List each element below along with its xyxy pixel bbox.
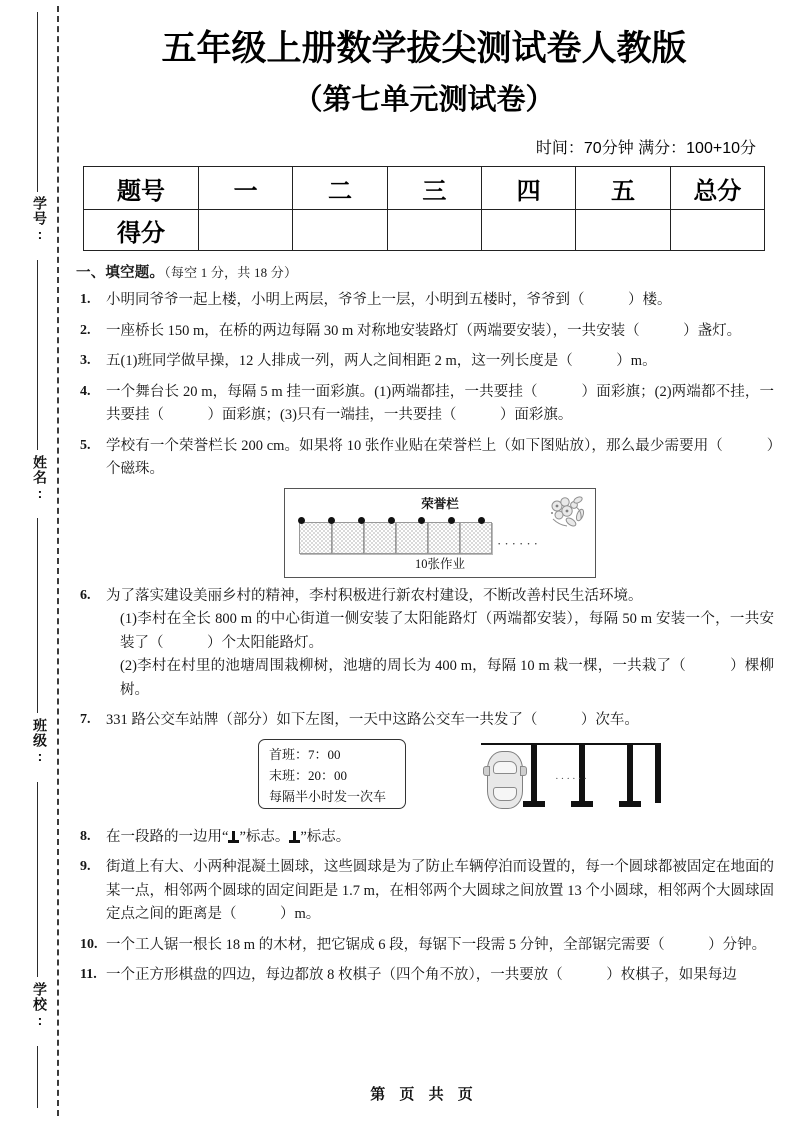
score-table-col-5: 五 [576, 167, 670, 210]
question-text-tail: ”标志。 [300, 828, 351, 845]
score-table-col-1: 一 [199, 167, 293, 210]
bus-last-run: 末班：20：00 [269, 767, 348, 783]
question-number: 4. [80, 383, 91, 399]
parking-post [655, 745, 661, 803]
score-table-label-score: 得分 [84, 210, 199, 251]
question-number: 3. [80, 353, 91, 369]
bus-and-parking-figure [106, 739, 774, 819]
magnet-dot [358, 517, 365, 524]
margin-label-student-id: 学号: [32, 196, 48, 243]
page-subtitle: （第七单元测试卷） [293, 83, 555, 116]
margin-label-class: 班级: [32, 718, 48, 765]
question-11 [74, 964, 774, 987]
question-number: 10. [80, 936, 98, 952]
honor-board-title: 荣誉栏 [421, 496, 459, 511]
table-row-score [84, 210, 765, 251]
car-rear-window [493, 787, 517, 801]
question-text: 为了落实建设美丽乡村的精神，李村积极进行新农村建设，不断改善村民生活环境。 [106, 587, 643, 604]
margin-rule-5 [37, 1046, 38, 1108]
car-windshield [493, 761, 517, 774]
question-2 [74, 320, 774, 343]
homework-sheet [395, 522, 428, 554]
magnet-dot [328, 517, 335, 524]
homework-sheet [299, 522, 332, 554]
question-3 [74, 350, 774, 373]
section-heading [76, 261, 774, 282]
score-cell-total[interactable] [670, 210, 764, 251]
score-table-col-3: 三 [387, 167, 481, 210]
page-footer: 第 页 共 页 [370, 1086, 478, 1103]
magnet-dot [298, 517, 305, 524]
car-top-view-icon [487, 751, 523, 809]
question-number: 9. [80, 859, 91, 875]
homework-sheet-row [299, 522, 491, 554]
question-text-part-1: 在一段路的一边用“ [106, 828, 229, 845]
question-number: 1. [80, 292, 91, 308]
question-1 [74, 289, 774, 312]
question-list [74, 289, 774, 987]
question-text: 五(1)班同学做早操，12 人排成一列，两人之间相距 2 m，这一列长度是（ ）m。 [106, 353, 657, 370]
score-cell-4[interactable] [481, 210, 575, 251]
question-8 [74, 826, 774, 849]
exam-meta: 时间：70分钟 满分：100+10分 [535, 140, 756, 158]
bus-first-run: 首班：7：00 [269, 746, 341, 762]
question-4 [74, 381, 774, 428]
honor-board-caption: 10张作业 [414, 556, 465, 571]
score-cell-5[interactable] [576, 210, 670, 251]
magnet-dot [388, 517, 395, 524]
honor-board-ellipsis: ······ [497, 535, 541, 551]
flower-decoration-icon [543, 493, 589, 533]
score-table-col-total: 总分 [670, 167, 764, 210]
parking-mark-icon [228, 831, 239, 843]
question-number: 8. [80, 828, 91, 844]
parking-mark-icon [289, 831, 300, 843]
score-table-col-4: 四 [481, 167, 575, 210]
table-row-header [84, 167, 765, 210]
parking-post-base [523, 801, 545, 807]
question-number: 5. [80, 437, 91, 453]
bus-interval: 每隔半小时发一次车 [269, 788, 387, 804]
homework-sheet [427, 522, 460, 554]
margin-rule-1 [37, 12, 38, 192]
score-cell-1[interactable] [199, 210, 293, 251]
homework-sheet [459, 522, 492, 554]
page-body [74, 0, 774, 1122]
question-text: 一座桥长 150 m，在桥的两边每隔 30 m 对称地安装路灯（两端要安装），一共安装（ ）盏灯。 [106, 322, 742, 339]
margin-label-name: 姓名: [32, 455, 48, 502]
score-table [83, 166, 765, 251]
score-table-col-2: 二 [293, 167, 387, 210]
score-table-label-number: 题号 [84, 167, 199, 210]
margin-label-school: 学校: [32, 982, 48, 1029]
question-text: 一个舞台长 20 m，每隔 5 m 挂一面彩旗。(1)两端都挂，一共要挂（ ）面彩旗；(2)两端都不挂，一共要挂（ ）面彩旗；(3)只有一端挂，一共要挂（ ）面彩旗。 [106, 383, 774, 424]
honor-board [284, 488, 596, 578]
margin-rule-3 [37, 518, 38, 713]
question-text: 一个工人锯一根长 18 m 的木材，把它锯成 6 段，每锯下一段需 5 分钟，全部锯完需要（ ）分钟。 [106, 936, 767, 953]
honor-board-figure [106, 488, 774, 578]
question-text: 小明同爷爷一起上楼，小明上两层，爷爷上一层，小明到五楼时，爷爷到（ ）楼。 [106, 292, 672, 309]
parking-scene [481, 739, 661, 817]
section-heading-text: 一、填空题。 [76, 265, 165, 282]
question-6-sub-1: (1)李村在全长 800 m 的中心街道一侧安装了太阳能路灯（两端都安装），每隔 50 m 安装一个，一共安装了（ ）个太阳能路灯。 [120, 611, 774, 651]
margin-rule-2 [37, 260, 38, 450]
question-number: 7. [80, 712, 91, 728]
question-7 [74, 709, 774, 818]
question-10 [74, 934, 774, 957]
question-6 [74, 585, 774, 702]
parking-post [531, 745, 537, 803]
bus-schedule-sign [258, 739, 406, 809]
magnet-dot [448, 517, 455, 524]
section-points: （每空 1 分，共 18 分） [164, 265, 298, 281]
question-text: 街道上有大、小两种混凝土圆球，这些圆球是为了防止车辆停泊而设置的，每一个圆球都被固定在地面的某一点，相邻两个圆球的固定间距是 1.7 m，在相邻两个大圆球之间放置 13 个小圆球，相邻两个大圆球固定点之间的距离是（ ）m。 [106, 859, 774, 923]
curb-line [481, 743, 661, 745]
magnet-dot [418, 517, 425, 524]
question-number: 2. [80, 322, 91, 338]
question-text-part-2: ”标志。 [239, 828, 290, 845]
cut-line [57, 6, 59, 1116]
score-cell-2[interactable] [293, 210, 387, 251]
margin-rule-4 [37, 782, 38, 977]
homework-sheet [363, 522, 396, 554]
parking-post [627, 745, 633, 803]
question-number: 6. [80, 587, 91, 603]
car-mirror-right [520, 766, 527, 776]
parking-post-base [619, 801, 641, 807]
question-6-sub-2: (2)李村在村里的池塘周围栽柳树，池塘的周长为 400 m，每隔 10 m 栽一棵，一共栽了（ ）棵柳树。 [120, 658, 774, 698]
question-number: 11. [80, 967, 97, 983]
car-mirror-left [483, 766, 490, 776]
parking-post-base [571, 801, 593, 807]
homework-sheet [331, 522, 364, 554]
question-9 [74, 856, 774, 926]
page-title: 五年级上册数学拔尖测试卷人教版 [161, 29, 687, 68]
parking-ellipsis: ······ [555, 772, 589, 785]
score-cell-3[interactable] [387, 210, 481, 251]
question-5 [74, 435, 774, 578]
magnet-dot [478, 517, 485, 524]
question-text: 学校有一个荣誉栏长 200 cm。如果将 10 张作业贴在荣誉栏上（如下图贴放），那么最少需要用（ ）个磁珠。 [106, 437, 774, 478]
question-text: 331 路公交车站牌（部分）如下左图，一天中这路公交车一共发了（ ）次车。 [106, 712, 639, 729]
question-text: 一个正方形棋盘的四边，每边都放 8 枚棋子（四个角不放），一共要放（ ）枚棋子，如果每边 [106, 967, 737, 984]
